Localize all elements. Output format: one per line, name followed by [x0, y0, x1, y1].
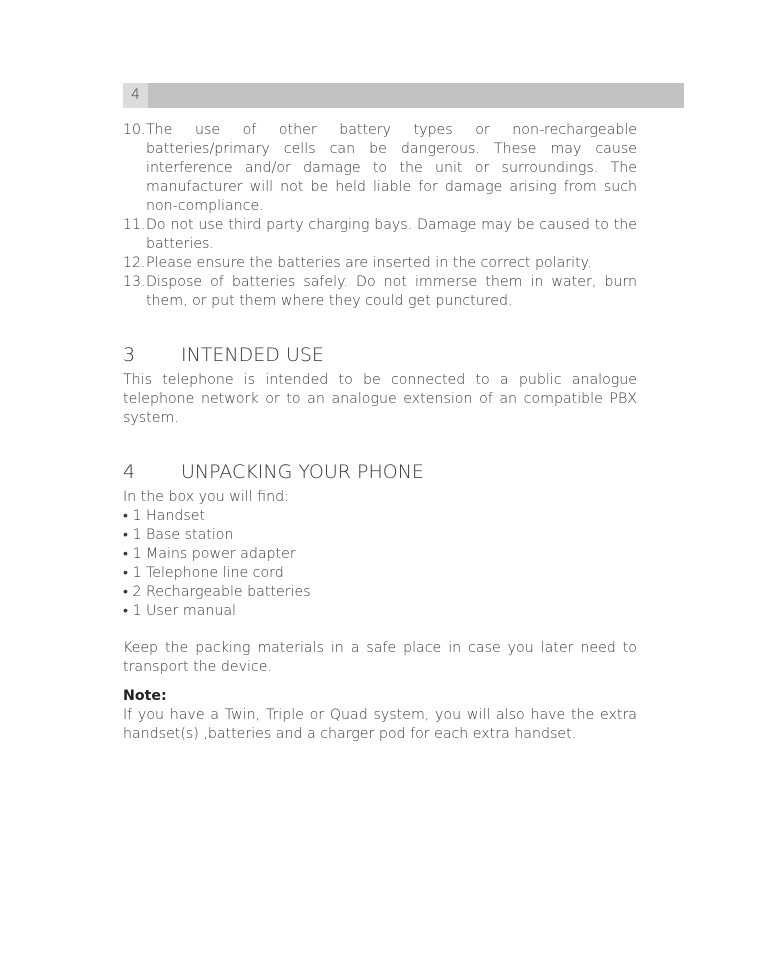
- list-item-text: Do not use third party charging bays. Damage may be caused to the batteries.: [146, 217, 637, 252]
- list-item: • 2 Rechargeable batteries: [123, 584, 311, 600]
- list-item: • 1 User manual: [123, 603, 236, 619]
- box-contents-intro: In the box you will find:: [123, 489, 289, 505]
- section-number: 3: [123, 344, 136, 366]
- list-item-number: 11.: [123, 217, 146, 233]
- spacer: [123, 621, 637, 639]
- list-item-number: 12.: [123, 255, 146, 271]
- page-content: [123, 121, 637, 744]
- list-item: [123, 121, 637, 216]
- list-item-number: 10.: [123, 122, 146, 138]
- intended-use-body: This telephone is intended to be connected to a public analogue telephone network or to an analogue extension of an compatible PBX system.: [123, 372, 637, 426]
- section-heading-intended-use: [123, 343, 637, 367]
- list-item: [123, 273, 637, 311]
- list-item: • 1 Base station: [123, 527, 234, 543]
- section-title: UNPACKING YOUR PHONE: [181, 461, 424, 483]
- keep-packing-text: Keep the packing materials in a safe place in case you later need to transport the device.: [123, 640, 637, 675]
- box-contents-list: [123, 507, 637, 621]
- list-item: [123, 216, 637, 254]
- list-item: • 1 Telephone line cord: [123, 565, 284, 581]
- list-item-text: Please ensure the batteries are inserted in the correct polarity.: [146, 255, 592, 271]
- note-text: If you have a Twin, Triple or Quad system, you will also have the extra handset(s) ,batteries and a charger pod for each extra handset.: [123, 707, 637, 742]
- section-number: 4: [123, 461, 136, 483]
- section-heading-unpacking: [123, 460, 637, 484]
- list-item-text: The use of other battery types or non-rechargeable batteries/primary cells can be dangerous. These may cause interference and/or damage to the unit or surroundings. The manufacturer will not be held liable for damage arising from such non-compliance.: [146, 122, 637, 214]
- list-item: • 1 Handset: [123, 508, 206, 524]
- safety-list: [123, 121, 637, 311]
- page-number: 4: [123, 83, 148, 108]
- list-item-text: Dispose of batteries safely. Do not immerse them in water, burn them, or put them where they could get punctured.: [146, 274, 637, 309]
- section-title: INTENDED USE: [181, 344, 324, 366]
- list-item-number: 13.: [123, 274, 146, 290]
- list-item: • 1 Mains power adapter: [123, 546, 296, 562]
- note-label: Note:: [123, 688, 167, 704]
- list-item: [123, 254, 637, 273]
- page-header-bar: [123, 83, 684, 108]
